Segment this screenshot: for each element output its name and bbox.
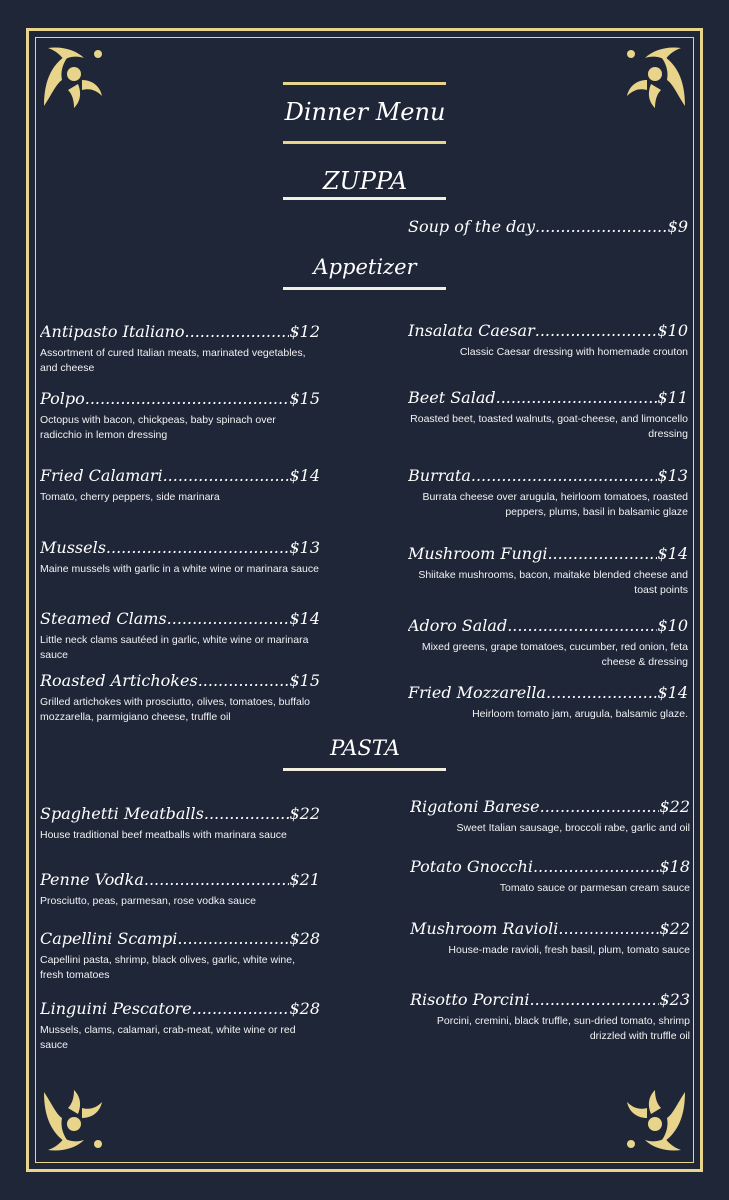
menu-item: Capellini Scampi ..... $28 Capellini pasta, shrimp, black olives, garlic, white wine, fresh tomatoes [40,928,320,983]
section-rule-appetizer [283,287,446,290]
menu-item: Steamed Clams ..... $14 Little neck clams sautéed in garlic, white wine or marinara sauce [40,608,320,663]
menu-item: Beet Salad ..... $11 Roasted beet, toasted walnuts, goat-cheese, and limoncello dressing [408,387,688,442]
section-rule-pasta [283,768,446,771]
menu-item: Burrata ..... $13 Burrata cheese over arugula, heirloom tomatoes, roasted peppers, plums, basil in balsamic glaze [408,465,688,520]
menu-item: Mussels ..... $13 Maine mussels with garlic in a white wine or marinara sauce [40,537,320,577]
flourish-ornament-icon [619,1086,691,1158]
menu-item: Potato Gnocchi ..... $18 Tomato sauce or parmesan cream sauce [410,856,690,896]
menu-item: Fried Mozzarella ..... $14 Heirloom tomato jam, arugula, balsamic glaze. [408,682,688,722]
menu-item: Insalata Caesar ..... $10 Classic Caesar dressing with homemade crouton [408,320,688,360]
menu-item: Roasted Artichokes ..... $15 Grilled artichokes with prosciutto, olives, tomatoes, buffalo mozzarella, parmigiano cheese, truffle oil [40,670,320,725]
title-rule-top [283,82,446,85]
section-heading-zuppa: ZUPPA [322,167,408,195]
flourish-ornament-icon [619,40,691,112]
menu-item-soup: Soup of the day ..... $9 [408,216,688,238]
title-rule-bottom [283,141,446,144]
menu-item: Spaghetti Meatballs ..... $22 House traditional beef meatballs with marinara sauce [40,803,320,843]
menu-item: Risotto Porcini ..... $23 Porcini, cremini, black truffle, sun-dried tomato, shrimp drizzled with truffle oil [410,989,690,1044]
section-heading-appetizer: Appetizer [313,255,417,279]
flourish-ornament-icon [38,40,110,112]
menu-item: Fried Calamari ..... $14 Tomato, cherry peppers, side marinara [40,465,320,505]
section-heading-pasta: PASTA [330,736,400,760]
menu-item: Penne Vodka ..... $21 Prosciutto, peas, parmesan, rose vodka sauce [40,869,320,909]
page-title: Dinner Menu [284,98,446,126]
section-rule-zuppa [283,197,446,200]
menu-item: Mushroom Ravioli ..... $22 House-made ravioli, fresh basil, plum, tomato sauce [410,918,690,958]
menu-item: Mushroom Fungi ..... $14 Shiitake mushrooms, bacon, maitake blended cheese and toast points [408,543,688,598]
flourish-ornament-icon [38,1086,110,1158]
menu-item: Antipasto Italiano ..... $12 Assortment of cured Italian meats, marinated vegetables, and cheese [40,321,320,376]
menu-item: Adoro Salad ..... $10 Mixed greens, grape tomatoes, cucumber, red onion, feta cheese & dressing [408,615,688,670]
menu-item: Polpo ..... $15 Octopus with bacon, chickpeas, baby spinach over radicchio in lemon dressing [40,388,320,443]
menu-item: Linguini Pescatore ..... $28 Mussels, clams, calamari, crab-meat, white wine or red sauce [40,998,320,1053]
menu-item: Rigatoni Barese ..... $22 Sweet Italian sausage, broccoli rabe, garlic and oil [410,796,690,836]
